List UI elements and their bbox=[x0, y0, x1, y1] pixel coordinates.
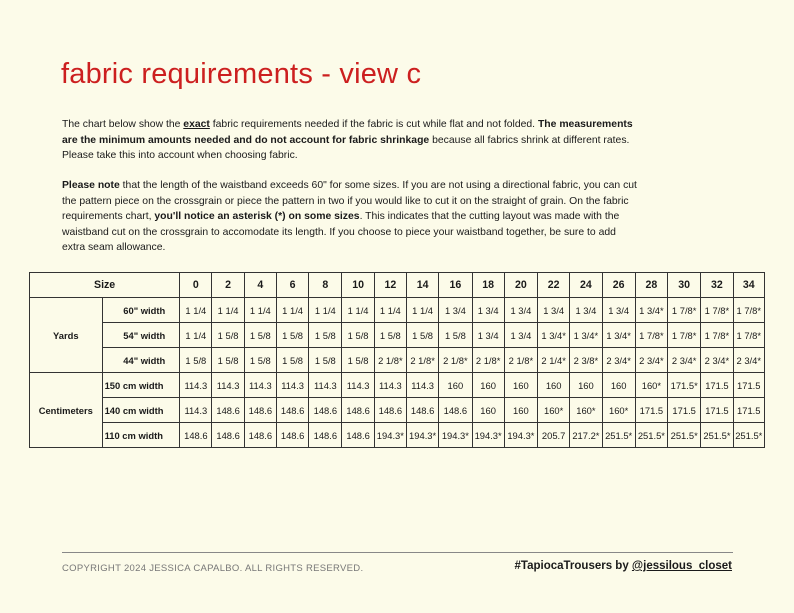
table-cell: 1 5/8 bbox=[212, 348, 244, 373]
size-column-header: 18 bbox=[472, 273, 504, 298]
table-cell: 1 5/8 bbox=[276, 348, 308, 373]
fabric-width-label: 54" width bbox=[102, 323, 180, 348]
size-column-header: 8 bbox=[309, 273, 342, 298]
note-emphasis: you'll notice an asterisk (*) on some sizes bbox=[154, 211, 360, 222]
table-cell: 2 3/4* bbox=[733, 348, 764, 373]
table-cell: 1 5/8 bbox=[309, 348, 342, 373]
table-cell: 1 3/4 bbox=[570, 298, 602, 323]
intro-emphasis-exact: exact bbox=[183, 119, 210, 130]
table-cell: 148.6 bbox=[309, 398, 342, 423]
fabric-width-label: 44" width bbox=[102, 348, 180, 373]
table-cell: 1 3/4* bbox=[538, 323, 570, 348]
table-cell: 171.5 bbox=[701, 398, 733, 423]
table-cell: 2 1/4* bbox=[538, 348, 570, 373]
table-cell: 2 3/4* bbox=[701, 348, 733, 373]
page-title: fabric requirements - view c bbox=[61, 58, 422, 90]
table-cell: 1 1/4 bbox=[406, 298, 438, 323]
table-cell: 205.7 bbox=[538, 423, 570, 448]
table-cell: 171.5 bbox=[701, 373, 733, 398]
table-cell: 1 1/4 bbox=[180, 323, 212, 348]
table-cell: 1 3/4 bbox=[602, 298, 635, 323]
table-cell: 1 1/4 bbox=[212, 298, 244, 323]
table-cell: 160* bbox=[635, 373, 667, 398]
table-cell: 1 1/4 bbox=[374, 298, 406, 323]
table-cell: 148.6 bbox=[309, 423, 342, 448]
table-cell: 160 bbox=[439, 373, 472, 398]
size-column-header: 14 bbox=[406, 273, 438, 298]
size-header: Size bbox=[30, 273, 180, 298]
table-cell: 160* bbox=[602, 398, 635, 423]
table-cell: 2 3/8* bbox=[570, 348, 602, 373]
size-header-row bbox=[30, 273, 765, 298]
table-cell: 1 5/8 bbox=[244, 323, 276, 348]
table-cell: 1 5/8 bbox=[342, 348, 374, 373]
table-cell: 1 5/8 bbox=[406, 323, 438, 348]
table-cell: 171.5 bbox=[635, 398, 667, 423]
size-column-header: 10 bbox=[342, 273, 374, 298]
table-cell: 251.5* bbox=[635, 423, 667, 448]
table-cell: 2 1/8* bbox=[374, 348, 406, 373]
table-cell: 194.3* bbox=[472, 423, 504, 448]
table-cell: 148.6 bbox=[342, 423, 374, 448]
fabric-width-label: 60" width bbox=[102, 298, 180, 323]
size-column-header: 34 bbox=[733, 273, 764, 298]
intro-emphasis: The measurements are the minimum amounts needed and do not account for fabric shrinkage bbox=[62, 119, 633, 146]
table-cell: 160 bbox=[472, 373, 504, 398]
size-column-header: 28 bbox=[635, 273, 667, 298]
fabric-width-label: 150 cm width bbox=[102, 373, 180, 398]
table-cell: 1 1/4 bbox=[244, 298, 276, 323]
note-text: that the length of the waistband exceeds 60" for some sizes. If you are not using a directional fabric, you can cut the pattern piece on the crossgrain or piece the pattern in two if you would like to cut it on the straight of grain. On the fabric requirements chart, bbox=[62, 180, 637, 222]
table-cell: 160 bbox=[602, 373, 635, 398]
table-cell: 1 1/4 bbox=[342, 298, 374, 323]
table-cell: 1 7/8* bbox=[635, 323, 667, 348]
table-cell: 114.3 bbox=[244, 373, 276, 398]
footer-divider bbox=[62, 552, 733, 553]
size-column-header: 26 bbox=[602, 273, 635, 298]
table-cell: 2 3/4* bbox=[635, 348, 667, 373]
note-text: . This indicates that the cutting layout was made with the waistband cut on the crossgrain to accomodate its length. If you choose to piece your waistband together, be sure to add extra seam allowance. bbox=[62, 211, 620, 253]
table-cell: 148.6 bbox=[212, 398, 244, 423]
table-cell: 148.6 bbox=[276, 398, 308, 423]
unit-group-label: Yards bbox=[30, 298, 103, 373]
table-cell: 1 1/4 bbox=[309, 298, 342, 323]
size-column-header: 16 bbox=[439, 273, 472, 298]
table-row bbox=[30, 348, 765, 373]
table-cell: 1 3/4* bbox=[602, 323, 635, 348]
table-cell: 114.3 bbox=[309, 373, 342, 398]
table-cell: 217.2* bbox=[570, 423, 602, 448]
table-cell: 2 3/4* bbox=[668, 348, 701, 373]
size-column-header: 20 bbox=[504, 273, 537, 298]
table-cell: 114.3 bbox=[276, 373, 308, 398]
table-cell: 1 3/4 bbox=[538, 298, 570, 323]
size-column-header: 4 bbox=[244, 273, 276, 298]
table-cell: 114.3 bbox=[342, 373, 374, 398]
table-cell: 1 7/8* bbox=[668, 323, 701, 348]
table-cell: 160* bbox=[570, 398, 602, 423]
table-row bbox=[30, 298, 765, 323]
table-cell: 148.6 bbox=[374, 398, 406, 423]
table-cell: 1 7/8* bbox=[733, 323, 764, 348]
table-cell: 160 bbox=[570, 373, 602, 398]
table-row bbox=[30, 398, 765, 423]
size-column-header: 30 bbox=[668, 273, 701, 298]
size-column-header: 2 bbox=[212, 273, 244, 298]
table-cell: 1 7/8* bbox=[668, 298, 701, 323]
table-cell: 160 bbox=[472, 398, 504, 423]
table-cell: 114.3 bbox=[180, 373, 212, 398]
table-cell: 171.5 bbox=[668, 398, 701, 423]
table-cell: 148.6 bbox=[180, 423, 212, 448]
table-cell: 1 3/4* bbox=[635, 298, 667, 323]
table-cell: 148.6 bbox=[276, 423, 308, 448]
table-cell: 1 5/8 bbox=[276, 323, 308, 348]
table-cell: 160 bbox=[504, 373, 537, 398]
table-cell: 148.6 bbox=[212, 423, 244, 448]
fabric-width-label: 110 cm width bbox=[102, 423, 180, 448]
table-row bbox=[30, 373, 765, 398]
table-cell: 2 1/8* bbox=[406, 348, 438, 373]
size-column-header: 0 bbox=[180, 273, 212, 298]
table-cell: 194.3* bbox=[504, 423, 537, 448]
table-cell: 148.6 bbox=[244, 398, 276, 423]
table-cell: 251.5* bbox=[733, 423, 764, 448]
table-cell: 114.3 bbox=[406, 373, 438, 398]
note-label: Please note bbox=[62, 180, 120, 191]
size-column-header: 22 bbox=[538, 273, 570, 298]
table-cell: 1 3/4 bbox=[472, 323, 504, 348]
table-cell: 2 3/4* bbox=[602, 348, 635, 373]
table-cell: 1 3/4 bbox=[472, 298, 504, 323]
table-cell: 1 5/8 bbox=[309, 323, 342, 348]
intro-text: The chart below show the bbox=[62, 119, 184, 130]
fabric-requirements-table bbox=[29, 272, 765, 448]
table-cell: 251.5* bbox=[602, 423, 635, 448]
table-cell: 160* bbox=[538, 398, 570, 423]
copyright-text: COPYRIGHT 2024 JESSICA CAPALBO. ALL RIGHTS RESERVED. bbox=[62, 563, 364, 574]
unit-group-label: Centimeters bbox=[30, 373, 103, 448]
social-handle-link[interactable]: @jessilous_closet bbox=[631, 560, 732, 572]
table-cell: 251.5* bbox=[701, 423, 733, 448]
table-cell: 1 5/8 bbox=[212, 323, 244, 348]
table-cell: 194.3* bbox=[374, 423, 406, 448]
table-cell: 1 1/4 bbox=[276, 298, 308, 323]
table-cell: 1 7/8* bbox=[701, 323, 733, 348]
table-cell: 1 7/8* bbox=[701, 298, 733, 323]
table-cell: 1 3/4 bbox=[504, 323, 537, 348]
table-cell: 1 5/8 bbox=[342, 323, 374, 348]
table-cell: 194.3* bbox=[406, 423, 438, 448]
table-cell: 1 5/8 bbox=[374, 323, 406, 348]
table-cell: 171.5 bbox=[733, 398, 764, 423]
table-cell: 114.3 bbox=[374, 373, 406, 398]
table-cell: 114.3 bbox=[180, 398, 212, 423]
table-cell: 148.6 bbox=[406, 398, 438, 423]
table-cell: 1 3/4 bbox=[439, 298, 472, 323]
intro-text: fabric requirements needed if the fabric is cut while flat and not folded. bbox=[209, 119, 538, 130]
table-cell: 171.5 bbox=[733, 373, 764, 398]
size-column-header: 6 bbox=[276, 273, 308, 298]
table-cell: 1 1/4 bbox=[180, 298, 212, 323]
table-cell: 148.6 bbox=[439, 398, 472, 423]
table-cell: 114.3 bbox=[212, 373, 244, 398]
table-cell: 160 bbox=[504, 398, 537, 423]
table-cell: 160 bbox=[538, 373, 570, 398]
table-cell: 148.6 bbox=[342, 398, 374, 423]
table-cell: 148.6 bbox=[244, 423, 276, 448]
hashtag-text: #TapiocaTrousers by bbox=[514, 560, 632, 572]
table-row bbox=[30, 323, 765, 348]
table-cell: 1 5/8 bbox=[180, 348, 212, 373]
table-cell: 1 5/8 bbox=[439, 323, 472, 348]
table-cell: 1 3/4 bbox=[504, 298, 537, 323]
size-column-header: 32 bbox=[701, 273, 733, 298]
table-cell: 171.5* bbox=[668, 373, 701, 398]
intro-paragraph bbox=[62, 117, 637, 164]
size-column-header: 24 bbox=[570, 273, 602, 298]
table-cell: 1 7/8* bbox=[733, 298, 764, 323]
intro-text: because all fabrics shrink at different rates. Please take this into account when choosing fabric. bbox=[62, 134, 630, 161]
table-cell: 194.3* bbox=[439, 423, 472, 448]
size-column-header: 12 bbox=[374, 273, 406, 298]
table-cell: 1 3/4* bbox=[570, 323, 602, 348]
table-cell: 1 5/8 bbox=[244, 348, 276, 373]
table-row bbox=[30, 423, 765, 448]
fabric-width-label: 140 cm width bbox=[102, 398, 180, 423]
table-cell: 2 1/8* bbox=[504, 348, 537, 373]
note-paragraph bbox=[62, 178, 637, 256]
table-cell: 2 1/8* bbox=[439, 348, 472, 373]
hashtag-credit bbox=[515, 560, 732, 572]
table-cell: 251.5* bbox=[668, 423, 701, 448]
table-cell: 2 1/8* bbox=[472, 348, 504, 373]
